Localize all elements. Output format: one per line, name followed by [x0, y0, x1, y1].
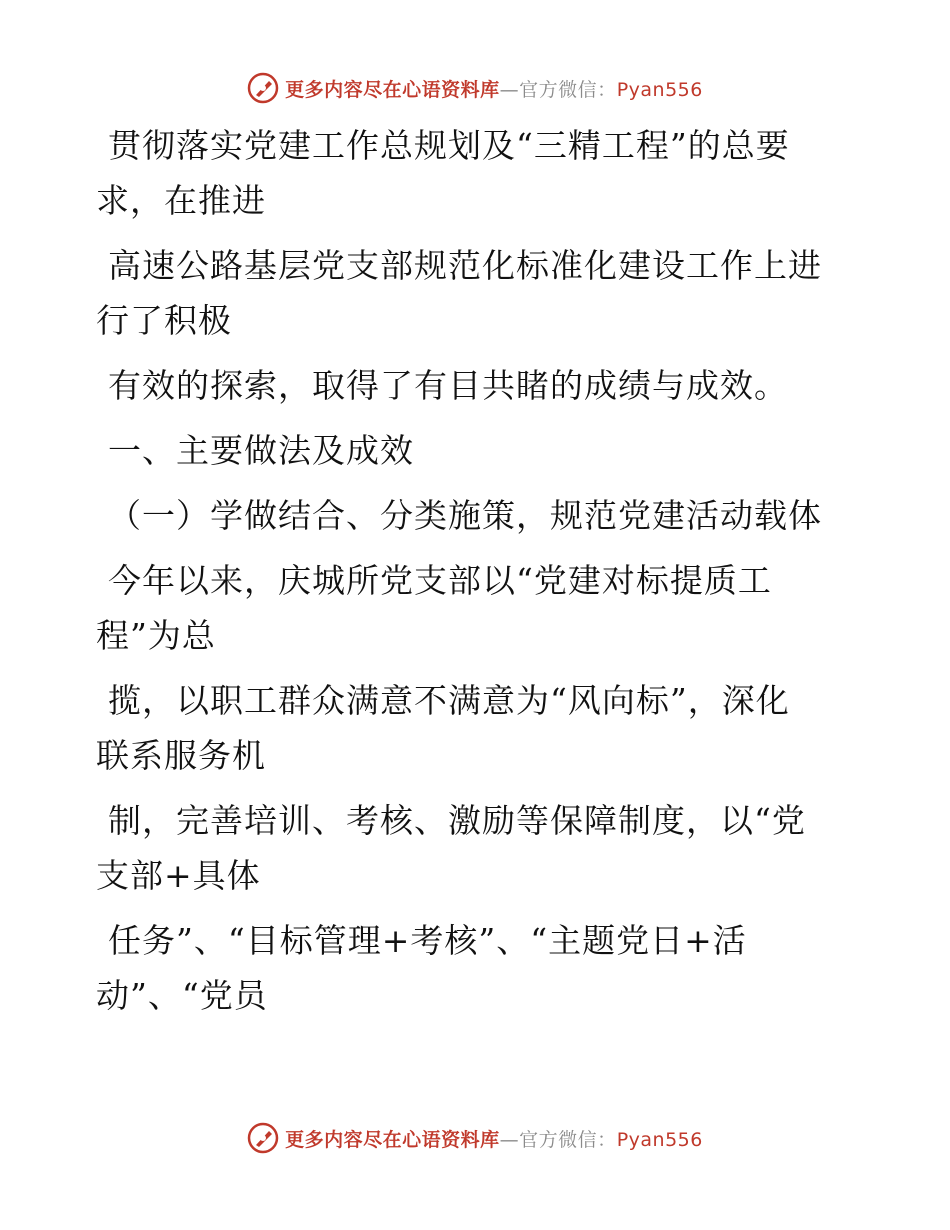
- paragraph: [96, 553, 836, 663]
- pen-logo-icon: [247, 72, 279, 104]
- paragraph-line: （一）学做结合、分类施策，规范党建活动载体: [108, 496, 822, 535]
- paragraph-line: 支部+具体: [96, 856, 261, 895]
- watermark-prefix: 更多内容尽在心语资料库: [285, 1128, 500, 1151]
- header-watermark: [0, 72, 950, 104]
- document-body: [96, 118, 836, 1033]
- paragraph: [96, 673, 836, 783]
- watermark-brand: Pyan556: [616, 78, 703, 101]
- paragraph-line: 今年以来，庆城所党支部以“党建对标提质工: [108, 561, 772, 600]
- paragraph: [96, 793, 836, 903]
- footer-watermark: [0, 1122, 950, 1154]
- paragraph-line: 求，在推进: [96, 181, 266, 220]
- section-heading: [96, 423, 836, 478]
- paragraph-line: 行了积极: [96, 301, 232, 340]
- paragraph-line: 制，完善培训、考核、激励等保障制度，以“党: [108, 801, 806, 840]
- watermark-text: [285, 75, 703, 102]
- paragraph: [96, 913, 836, 1023]
- paragraph-line: 揽，以职工群众满意不满意为“风向标”，深化: [108, 681, 790, 720]
- watermark-label: 官方微信：: [519, 78, 617, 101]
- paragraph-line: 任务”、“目标管理+考核”、“主题党日+活: [108, 921, 747, 960]
- watermark-text: [285, 1125, 703, 1152]
- paragraph-line: 程”为总: [96, 616, 216, 655]
- paragraph-line: 有效的探索，取得了有目共睹的成绩与成效。: [108, 366, 788, 405]
- subsection-heading: [96, 488, 836, 543]
- watermark-label: 官方微信：: [519, 1128, 617, 1151]
- paragraph: [96, 118, 836, 228]
- paragraph-line: 联系服务机: [96, 736, 266, 775]
- paragraph: [96, 238, 836, 348]
- paragraph: [96, 358, 836, 413]
- watermark-prefix: 更多内容尽在心语资料库: [285, 78, 500, 101]
- paragraph-line: 动”、“党员: [96, 976, 268, 1015]
- paragraph-line: 贯彻落实党建工作总规划及“三精工程”的总要: [108, 126, 790, 165]
- paragraph-line: 高速公路基层党支部规范化标准化建设工作上进: [108, 246, 822, 285]
- watermark-dash: —: [499, 1128, 520, 1151]
- watermark-dash: —: [499, 78, 520, 101]
- watermark-brand: Pyan556: [616, 1128, 703, 1151]
- pen-logo-icon: [247, 1122, 279, 1154]
- paragraph-line: 一、主要做法及成效: [108, 431, 414, 470]
